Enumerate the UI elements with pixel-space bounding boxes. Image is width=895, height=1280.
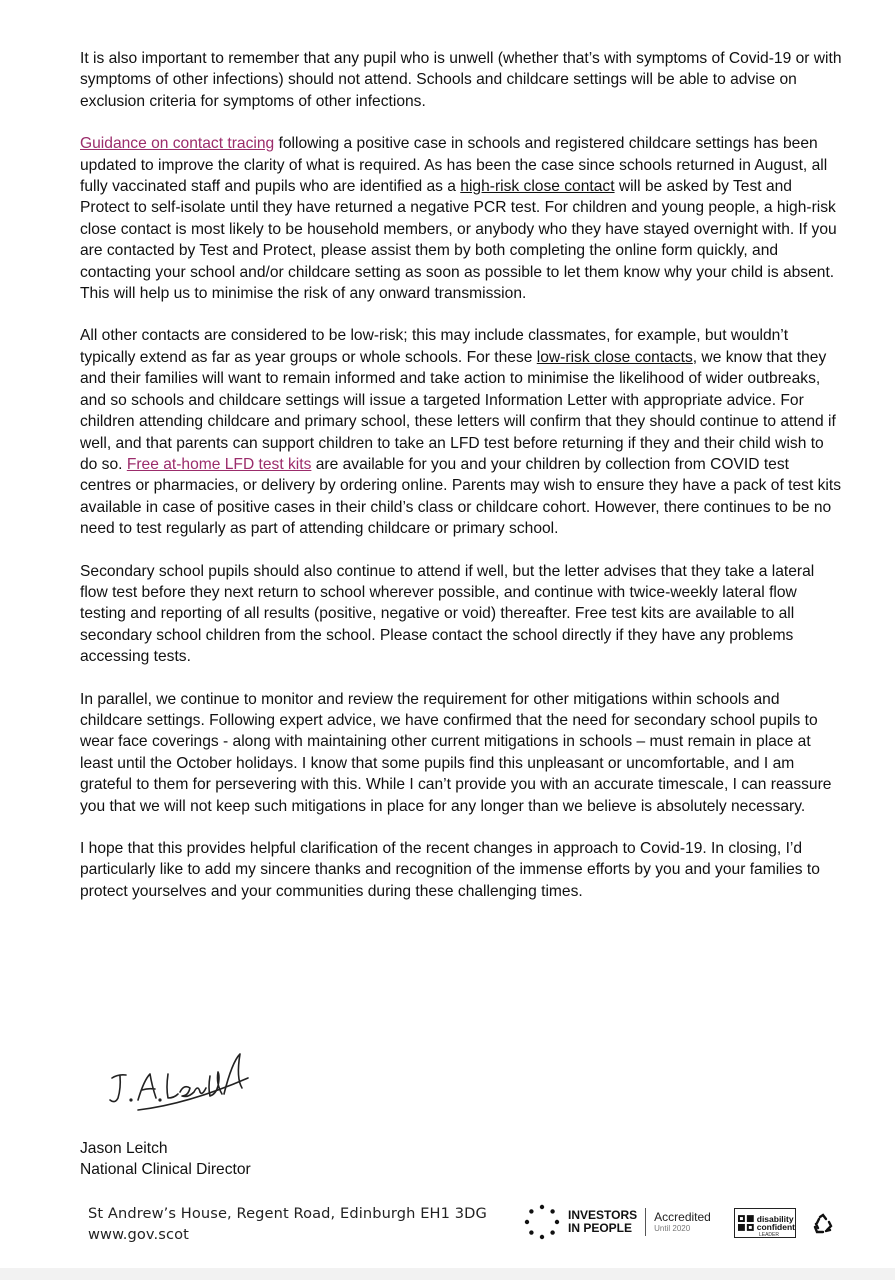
high-risk-close-contact-term: high-risk close contact <box>460 178 615 196</box>
investors-in-people-text <box>568 1209 637 1235</box>
investors-in-people-badge <box>524 1204 711 1240</box>
paragraph-text: are available for you and your children by collection from COVID test centres or pharmacies, or delivery by ordering online. Parents may wish to ensure they have a pack of test kits available in case of positive cases in their child’s class or childcare cohort. However, there continues to be no need to test regularly as part of attending childcare or primary school. <box>80 455 841 538</box>
signatory-block <box>80 1138 251 1181</box>
guidance-contact-tracing-link[interactable]: Guidance on contact tracing <box>80 135 275 153</box>
recycle-icon <box>812 1213 834 1235</box>
disability-confident-icon <box>737 1214 755 1232</box>
accredited-until: Until 2020 <box>654 1224 691 1233</box>
low-risk-close-contacts-term: low-risk close contacts <box>536 348 693 366</box>
paragraph-text: I hope that this provides helpful clarification of the recent changes in approach to Covid-19. In closing, I’d particularly like to add my sincere thanks and recognition of the immense efforts by you and your families to protect yourselves and your communities during these challenging times. <box>80 840 820 900</box>
dc-line2: confident <box>756 1222 795 1232</box>
handwritten-signature <box>98 1048 278 1134</box>
dc-leader-label: LEADER <box>758 1232 779 1238</box>
signatory-name: Jason Leitch <box>80 1140 168 1157</box>
paragraph-unwell <box>80 48 842 112</box>
badge-divider <box>645 1208 646 1236</box>
paragraph-contact-tracing <box>80 133 842 304</box>
paragraph-closing <box>80 838 842 902</box>
paragraph-secondary <box>80 561 842 668</box>
paragraph-text: , we know that they and their families will want to remain informed and take action to minimise the likelihood of wider outbreaks, and so schools and childcare settings will issue a targeted Information Letter with appropriate advice. For children attending childcare and primary school, these letters will confirm that they should continue to attend if well, and that parents can support children to take an LFD test before returning if they and their child wish to do so. <box>80 348 836 473</box>
footer-address-block <box>88 1203 487 1245</box>
paragraph-mitigations <box>80 689 842 817</box>
free-lfd-test-kits-link[interactable]: Free at-home LFD test kits <box>126 455 312 473</box>
accredited-label: Accredited <box>654 1210 711 1224</box>
investors-in-people-icon <box>524 1204 560 1240</box>
page-bottom-strip <box>0 1268 895 1280</box>
letter-body <box>80 48 842 923</box>
paragraph-text: will be asked by Test and Protect to self-isolate until they have returned a negative PCR test. For children and young people, a high-risk close contact is most likely to be household members, or anybody who they have stayed overnight with. If you are contacted by Test and Protect, please assist them by both completing the online form quickly, and contacting your school and/or childcare setting as soon as possible to let them know why your child is absent. This will help us to minimise the risk of any onward transmission. <box>80 178 837 303</box>
accreditation <box>654 1211 711 1233</box>
disability-confident-badge <box>734 1208 796 1238</box>
signatory-title: National Clinical Director <box>80 1161 251 1179</box>
paragraph-text: following a positive case in schools and registered childcare settings has been updated to improve the clarity of what is required. As has been the case since schools returned in August, all fully vaccinated staff and pupils who are identified as a <box>80 135 828 196</box>
paragraph-text: In parallel, we continue to monitor and review the requirement for other mitigations within schools and childcare settings. Following expert advice, we have confirmed that the need for secondary school pupils to wear face coverings - along with maintaining other current mitigations in schools – must remain in place at least until the October holidays. I know that some pupils find this unpleasant or uncomfortable, and I am grateful to them for persevering with this. While I can’t provide you with an accurate timescale, I can reassure you that we will not keep such mitigations in place for any longer than we believe is absolutely necessary. <box>80 690 832 815</box>
dc-line1: disability <box>756 1213 794 1224</box>
disability-confident-text <box>757 1215 795 1232</box>
paragraph-text: It is also important to remember that any pupil who is unwell (whether that’s with symptoms of Covid-19 or with symptoms of other infections) should not attend. Schools and childcare settings will be able to advise on exclusion criteria for symptoms of other infections. <box>80 50 842 110</box>
paragraph-text: Secondary school pupils should also continue to attend if well, but the letter advises that they take a lateral flow test before they next return to school wherever possible, and continue with twice-weekly lateral flow testing and reporting of all results (positive, negative or void) thereafter. Free test kits are available to all secondary school children from the school. Please contact the school directly if they have any problems accessing tests. <box>80 562 815 666</box>
iip-line1: INVESTORS <box>568 1208 638 1222</box>
paragraph-text: All other contacts are considered to be low-risk; this may include classmates, for example, but wouldn’t typically extend as far as year groups or whole schools. For these <box>80 327 789 366</box>
paragraph-low-risk <box>80 325 842 539</box>
footer-website: www.gov.scot <box>88 1226 189 1243</box>
iip-line2: IN PEOPLE <box>568 1221 633 1235</box>
footer-address: St Andrew’s House, Regent Road, Edinburgh EH1 3DG <box>88 1205 487 1222</box>
